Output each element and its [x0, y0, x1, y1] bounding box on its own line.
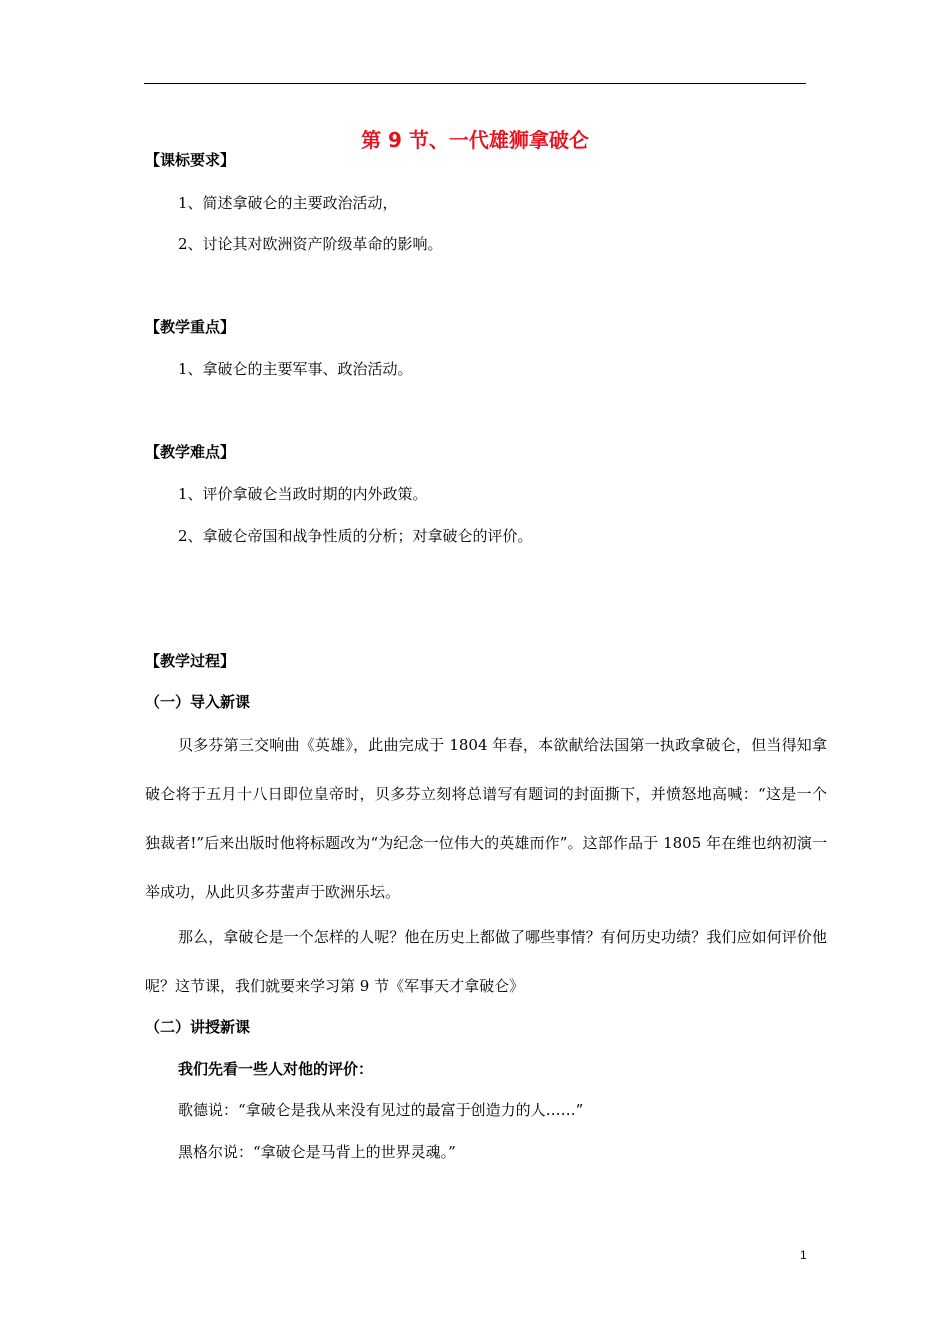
difficulty-item-2: 2、拿破仑帝国和战争性质的分析；对拿破仑的评价。 — [178, 527, 533, 545]
standard-item-2: 2、讨论其对欧洲资产阶级革命的影响。 — [178, 235, 443, 253]
header-rule — [144, 83, 806, 84]
lecture-lead: 我们先看一些人对他的评价： — [178, 1060, 374, 1078]
intro-heading: （一）导入新课 — [145, 693, 251, 711]
intro-paragraph-2: 那么，拿破仑是一个怎样的人呢？他在历史上都做了哪些事情？有何历史功绩？我们应如何评价他呢？这节课，我们就要来学习第 9 节《军事天才拿破仑》 — [145, 928, 827, 995]
intro-paragraph-1: 贝多芬第三交响曲《英雄》，此曲完成于 1804 年春，本欲献给法国第一执政拿破仑，但当得知拿破仑将于五月十八日即位皇帝时，贝多芬立刻将总谱写有题词的封面撕下，并愤怒地高喊：“这是一个独裁者!”后来出版时他将标题改为“为纪念一位伟大的英雄而作”。这部作品于 1805 年在维也纳初演一举成功，从此贝多芬蜚声于欧洲乐坛。 — [145, 736, 827, 901]
lecture-heading: （二）讲授新课 — [145, 1018, 251, 1036]
quote-goethe: 歌德说：“拿破仑是我从来没有见过的最富于创造力的人……” — [178, 1101, 584, 1119]
standard-heading: 【课标要求】 — [145, 151, 236, 169]
difficulty-heading: 【教学难点】 — [145, 443, 236, 461]
process-heading: 【教学过程】 — [145, 652, 236, 670]
quote-hegel: 黑格尔说：“拿破仑是马背上的世界灵魂。” — [178, 1143, 456, 1161]
page-title: 第 9 节、一代雄狮拿破仑 — [361, 128, 589, 152]
standard-item-1: 1、简述拿破仑的主要政治活动， — [178, 194, 398, 212]
focus-item-1: 1、拿破仑的主要军事、政治活动。 — [178, 360, 413, 378]
difficulty-item-1: 1、评价拿破仑当政时期的内外政策。 — [178, 485, 428, 503]
focus-heading: 【教学重点】 — [145, 318, 236, 336]
page-number: 1 — [800, 1248, 807, 1262]
